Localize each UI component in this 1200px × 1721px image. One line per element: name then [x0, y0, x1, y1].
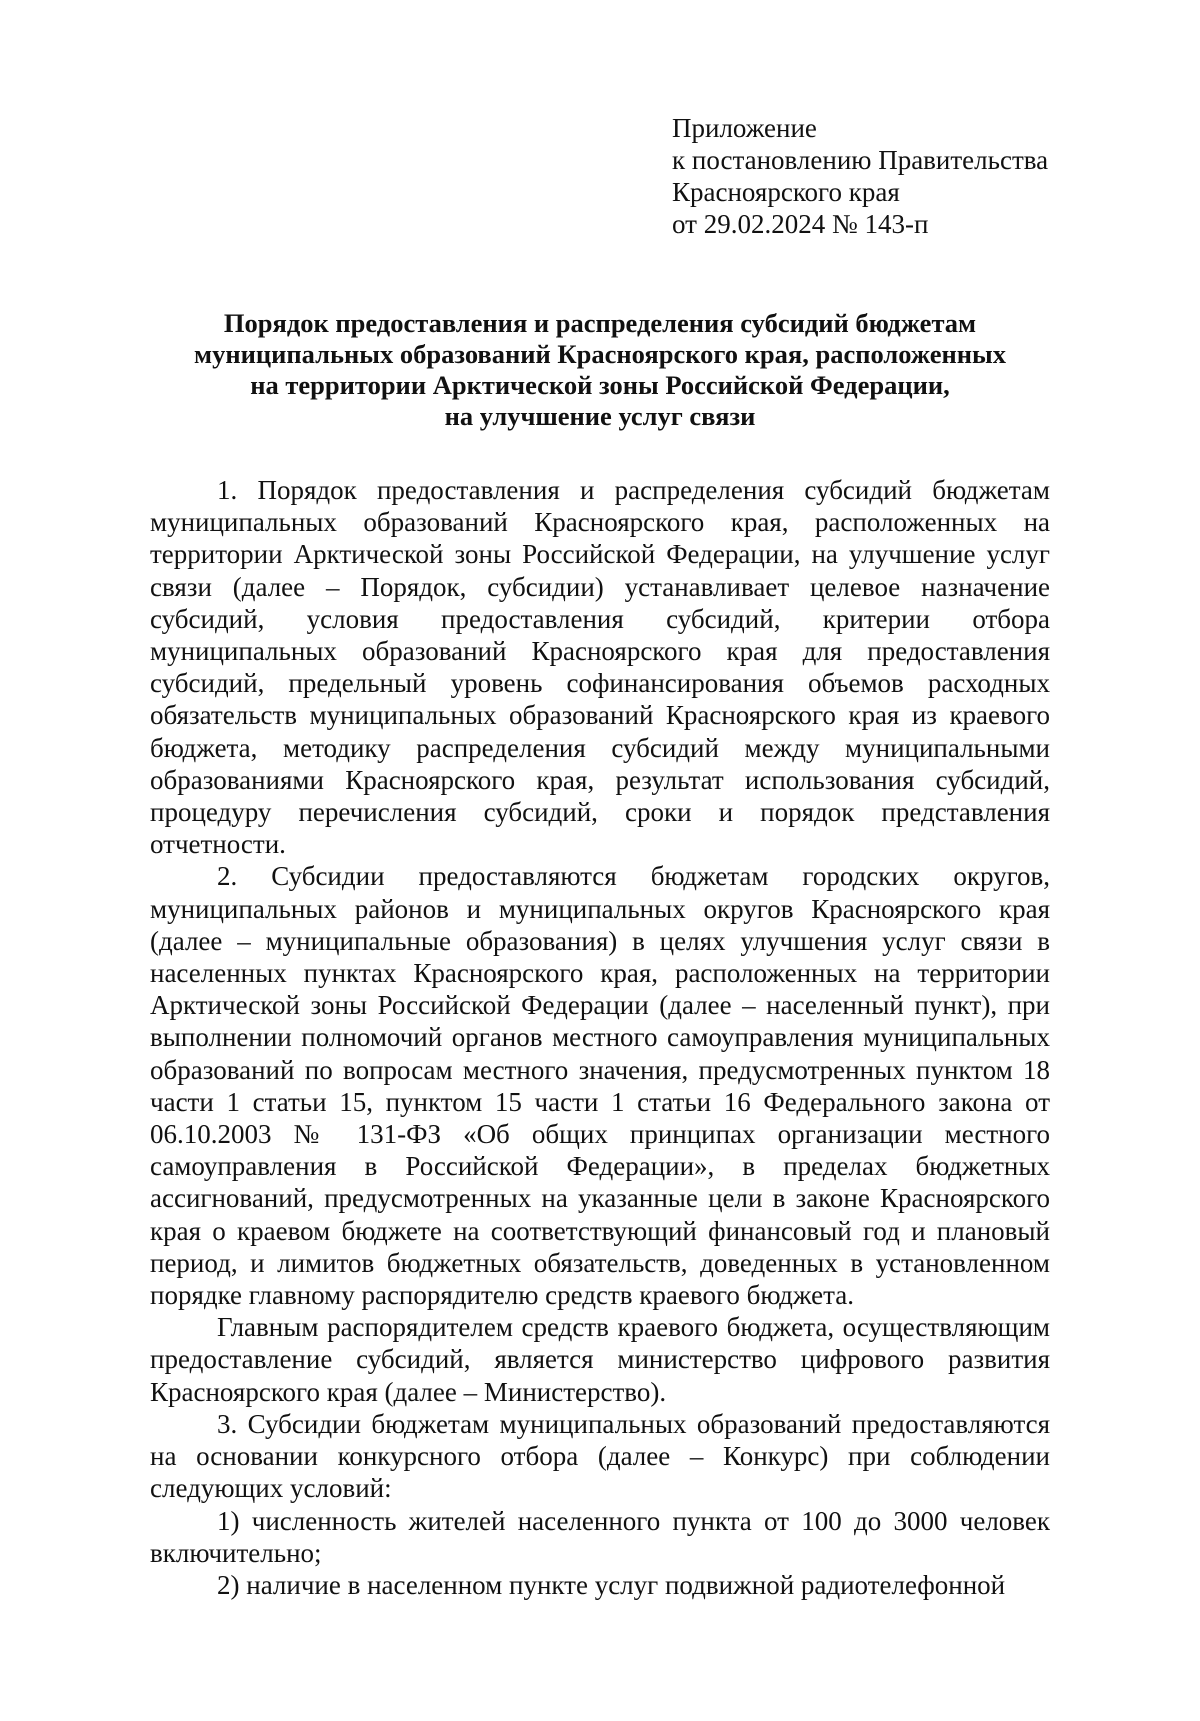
condition-2: 2) наличие в населенном пункте услуг подвижной радиотелефонной	[217, 1569, 1006, 1600]
paragraph-3: 3. Субсидии бюджетам муниципальных образований предоставляются на основании конкурсного отбора (далее – Конкурс) при соблюдении следующих условий:	[150, 1408, 1050, 1504]
appendix-label: Приложение	[672, 113, 817, 143]
paragraph-1: 1. Порядок предоставления и распределения субсидий бюджетам муниципальных образований Красноярского края, расположенных на территории Арктической зоны Российской Федерации, на улучшение услуг связи (далее – Порядок, субсидии) устанавливает целевое назначение субсидий, условия предоставления субсидий, критерии отбора муниципальных образований Красноярского края для предоставления субсидий, предельный уровень софинансирования объемов расходных обязательств муниципальных образований Красноярского края из краевого бюджета, методику распределения субсидий между муниципальными образованиями Красноярского края, результат использования субсидий, процедуру перечисления субсидий, сроки и порядок представления отчетности.	[150, 475, 1050, 860]
title-line: Порядок предоставления и распределения субсидий бюджетам	[223, 308, 977, 338]
title-line: муниципальных образований Красноярского края, расположенных	[194, 339, 1006, 369]
document-body	[150, 474, 1050, 1601]
title-line: на территории Арктической зоны Российской Федерации,	[250, 370, 950, 400]
condition-1: 1) численность жителей населенного пункта от 100 до 3000 человек включительно;	[150, 1505, 1050, 1568]
appendix-region: Красноярского края	[672, 177, 900, 207]
appendix-reference: к постановлению Правительства	[672, 145, 1049, 175]
document-title	[150, 308, 1050, 432]
title-line: на улучшение услуг связи	[444, 401, 756, 431]
appendix-date-number: от 29.02.2024 № 143-п	[672, 209, 929, 239]
paragraph-2: 2. Субсидии предоставляются бюджетам городских округов, муниципальных районов и муниципальных округов Красноярского края (далее – муниципальные образования) в целях улучшения услуг связи в населенных пунктах Красноярского края, расположенных на территории Арктической зоны Российской Федерации (далее – населенный пункт), при выполнении полномочий органов местного самоуправления муниципальных образований по вопросам местного значения, предусмотренных пунктом 18 части 1 статьи 15, пунктом 15 части 1 статьи 16 Федерального закона от 06.10.2003 № 131-ФЗ «Об общих принципах организации местного самоуправления в Российской Федерации», в пределах бюджетных ассигнований, предусмотренных на указанные цели в законе Красноярского края о краевом бюджете на соответствующий финансовый год и плановый период, и лимитов бюджетных обязательств, доведенных в установленном порядке главному распорядителю средств краевого бюджета.	[150, 861, 1050, 1311]
paragraph-2-continued: Главным распорядителем средств краевого бюджета, осуществляющим предоставление субсидий, является министерство цифрового развития Красноярского края (далее – Министерство).	[150, 1312, 1050, 1407]
appendix-header	[672, 112, 1048, 240]
